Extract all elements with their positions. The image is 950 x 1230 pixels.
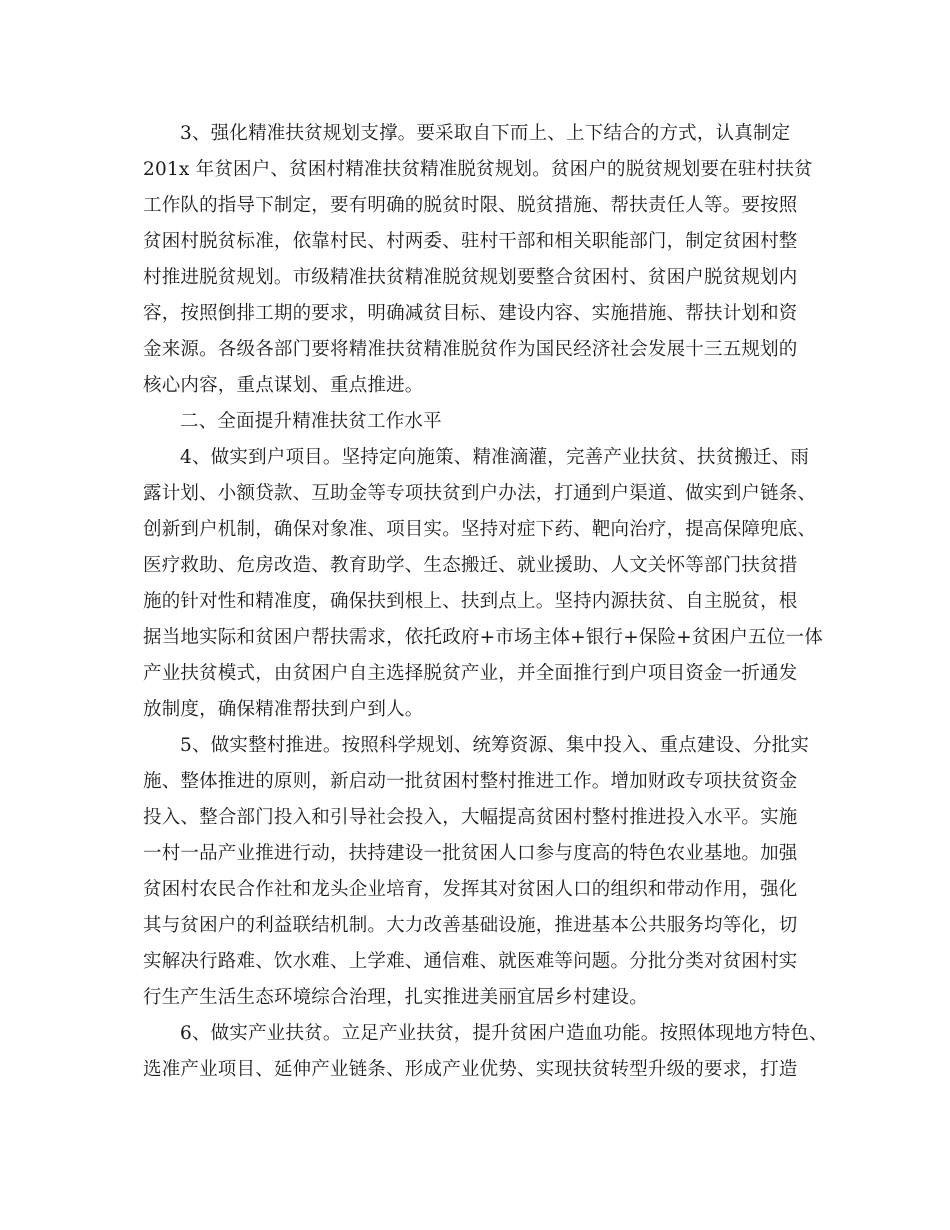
paragraph-6-line-2: 选准产业项目、延伸产业链条、形成产业优势、实现扶贫转型升级的要求，打造	[143, 1059, 798, 1080]
paragraph-4-line-7: 产业扶贫模式，由贫困户自主选择脱贫产业，并全面推行到户项目资金一折通发	[143, 663, 798, 684]
section-heading-2: 二、全面提升精准扶贫工作水平	[180, 411, 442, 432]
paragraph-5-line-2: 施、整体推进的原则，新启动一批贫困村整村推进工作。增加财政专项扶贫资金	[143, 771, 798, 792]
paragraph-4-line-4: 医疗救助、危房改造、教育助学、生态搬迁、就业援助、人文关怀等部门扶贫措	[143, 555, 798, 576]
paragraph-4-line-2: 露计划、小额贷款、互助金等专项扶贫到户办法，打通到户渠道、做实到户链条、	[143, 483, 817, 504]
paragraph-6-line-1: 6、做实产业扶贫。立足产业扶贫，提升贫困户造血功能。按照体现地方特色、	[180, 1023, 828, 1044]
paragraph-5-line-3: 投入、整合部门投入和引导社会投入，大幅提高贫困村整村推进投入水平。实施	[143, 807, 798, 828]
paragraph-5-line-8: 行生产生活生态环境综合治理，扎实推进美丽宜居乡村建设。	[143, 987, 648, 1008]
paragraph-4-line-3: 创新到户机制，确保对象准、项目实。坚持对症下药、靶向治疗，提高保障兜底、	[143, 519, 817, 540]
paragraph-4-line-5: 施的针对性和精准度，确保扶到根上、扶到点上。坚持内源扶贫、自主脱贫，根	[143, 591, 798, 612]
paragraph-5-line-5: 贫困村农民合作社和龙头企业培育，发挥其对贫困人口的组织和带动作用，强化	[143, 879, 798, 900]
paragraph-3-line-8: 核心内容，重点谋划、重点推进。	[143, 375, 424, 396]
paragraph-4-line-1: 4、做实到户项目。坚持定向施策、精准滴灌，完善产业扶贫、扶贫搬迁、雨	[180, 447, 810, 468]
paragraph-5-line-7: 实解决行路难、饮水难、上学难、通信难、就医难等问题。分批分类对贫困村实	[143, 951, 798, 972]
paragraph-3-line-4: 贫困村脱贫标准，依靠村民、村两委、驻村干部和相关职能部门，制定贫困村整	[143, 231, 798, 252]
paragraph-5-line-1: 5、做实整村推进。按照科学规划、统筹资源、集中投入、重点建设、分批实	[180, 735, 810, 756]
paragraph-4-line-8: 放制度，确保精准帮扶到户到人。	[143, 699, 424, 720]
paragraph-3-line-1: 3、强化精准扶贫规划支撑。要采取自下而上、上下结合的方式，认真制定	[180, 123, 791, 144]
paragraph-3-line-7: 金来源。各级各部门要将精准扶贫精准脱贫作为国民经济社会发展十三五规划的	[143, 339, 798, 360]
paragraph-3-line-3: 工作队的指导下制定，要有明确的脱贫时限、脱贫措施、帮扶责任人等。要按照	[143, 195, 798, 216]
paragraph-3-line-2: 201x 年贫困户、贫困村精准扶贫精准脱贫规划。贫困户的脱贫规划要在驻村扶贫	[143, 159, 813, 180]
document-body	[143, 116, 828, 1088]
paragraph-3-line-5: 村推进脱贫规划。市级精准扶贫精准脱贫规划要整合贫困村、贫困户脱贫规划内	[143, 267, 798, 288]
paragraph-5-line-4: 一村一品产业推进行动，扶持建设一批贫困人口参与度高的特色农业基地。加强	[143, 843, 798, 864]
paragraph-4-line-6: 据当地实际和贫困户帮扶需求，依托政府+市场主体+银行+保险+贫困户五位一体	[143, 627, 823, 648]
paragraph-3-line-6: 容，按照倒排工期的要求，明确减贫目标、建设内容、实施措施、帮扶计划和资	[143, 303, 798, 324]
paragraph-5-line-6: 其与贫困户的利益联结机制。大力改善基础设施，推进基本公共服务均等化，切	[143, 915, 798, 936]
